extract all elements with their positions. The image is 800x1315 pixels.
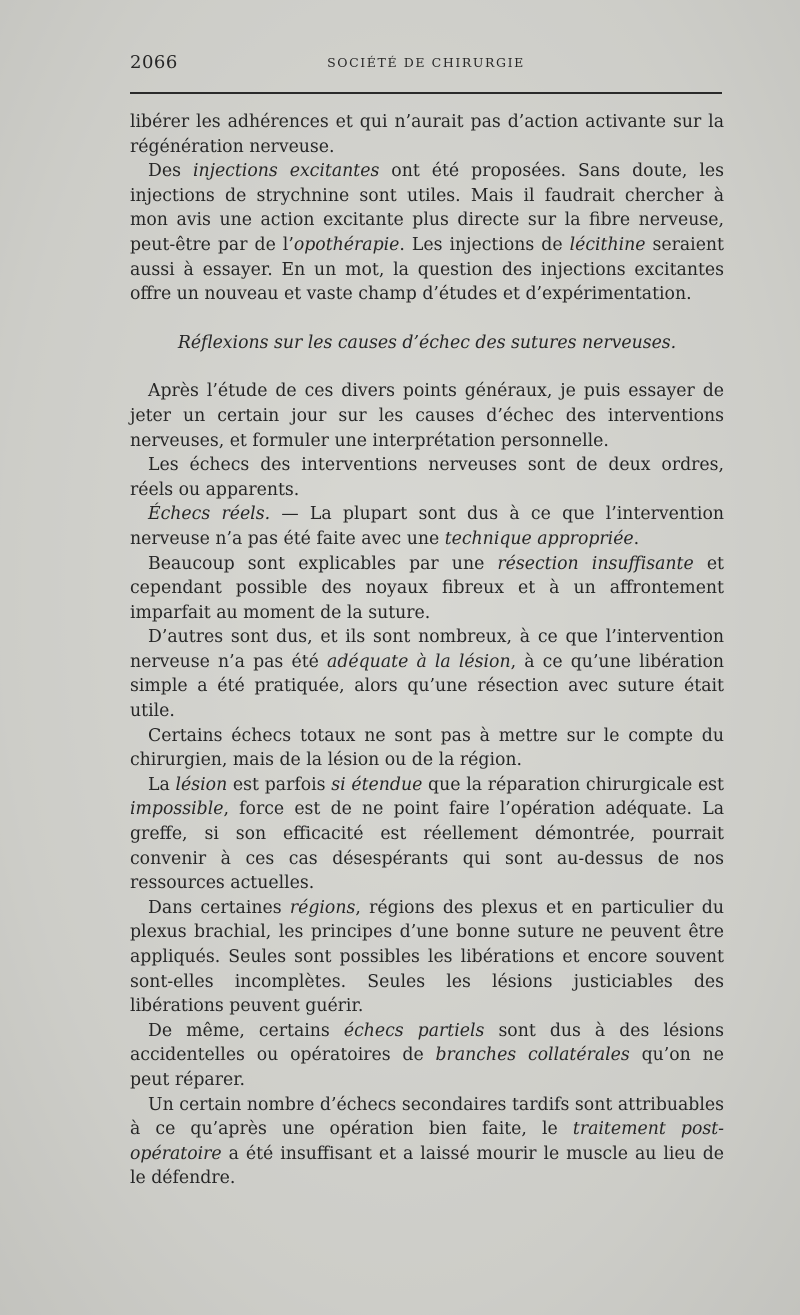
paragraph: D’autres sont dus, et ils sont nombreux, à ce que l’intervention nerveuse n’a pas été adéquate à la lésion, à ce qu’une libération simple a été pratiquée, alors qu’une résection avec suture était utile. (130, 627, 724, 722)
italic-term: résection insuffisante (497, 553, 694, 574)
paragraph: De même, certains échecs partiels sont dus à des lésions accidentelles ou opératoires de branches collatérales qu’on ne peut réparer. (130, 1020, 724, 1090)
italic-term: impossible (130, 799, 224, 820)
paragraph: Après l’étude de ces divers points généraux, je puis essayer de jeter un certain jour sur les causes d’échec des interventions nerveuses, et formuler une interprétation personnelle. (130, 381, 724, 451)
italic-term: régions (289, 897, 356, 918)
italic-term: branches collatérales (435, 1045, 630, 1066)
paragraph: Certains échecs totaux ne sont pas à mettre sur le compte du chirurgien, mais de la lésion ou de la région. (130, 725, 724, 771)
page-number: 2066 (130, 52, 178, 73)
section-title: Réflexions sur les causes d’échec des sutures nerveuses. (177, 332, 677, 353)
body-text (130, 110, 724, 1191)
italic-term: adéquate à la lésion (327, 651, 511, 672)
paragraph: Les échecs des interventions nerveuses sont de deux ordres, réels ou apparents. (130, 455, 724, 500)
italic-term: Échecs réels. (148, 504, 271, 525)
running-head: SOCIÉTÉ DE CHIRURGIE (327, 55, 525, 70)
page-header (130, 52, 722, 82)
paragraph: Beaucoup sont explicables par une résection insuffisante et cependant possible des noyaux fibreux et à un affrontement imparfait au moment de la suture. (130, 553, 724, 623)
italic-term: si étendue (331, 774, 423, 795)
italic-term: opothérapie (293, 234, 400, 255)
italic-term: lésion (175, 774, 228, 795)
italic-term: injections excitantes (192, 161, 380, 182)
paragraph: Échecs réels. — La plupart sont dus à ce que l’intervention nerveuse n’a pas été faite avec une technique appropriée. (130, 504, 724, 549)
italic-term: échecs partiels (343, 1020, 485, 1041)
italic-term: traitement post-opératoire (130, 1119, 725, 1164)
paragraph: Dans certaines régions, régions des plexus et en particulier du plexus brachial, les principes d’une bonne suture ne peuvent être appliqués. Seules sont possibles les libérations et encore souvent sont-elles incomplètes. Seules les lésions justiciables des libérations peuvent guérir. (130, 897, 724, 1017)
header-rule (130, 92, 722, 94)
paragraph: Un certain nombre d’échecs secondaires tardifs sont attribuables à ce qu’après une opération bien faite, le traitement post-opératoire a été insuffisant et a laissé mourir le muscle au lieu de le défendre. (130, 1094, 725, 1189)
paragraph: Des injections excitantes ont été proposées. Sans doute, les injections de strychnine sont utiles. Mais il faudrait chercher à mon avis une action excitante plus directe sur la fibre nerveuse, peut-être par de l’opothérapie. Les injections de lécithine seraient aussi à essayer. En un mot, la question des injections excitantes offre un nouveau et vaste champ d’études et d’expérimentation. (130, 161, 724, 305)
paragraph: La lésion est parfois si étendue que la réparation chirurgicale est impossible, force est de ne point faire l’opération adéquate. La greffe, si son efficacité est réellement démontrée, pourrait convenir à ces cas désespérants qui sont au-dessus de nos ressources actuelles. (130, 774, 724, 894)
italic-term: technique appropriée (444, 528, 634, 549)
paragraph: libérer les adhérences et qui n’aurait pas d’action activante sur la régénération nerveuse. (130, 112, 724, 157)
italic-term: lécithine (569, 234, 646, 255)
